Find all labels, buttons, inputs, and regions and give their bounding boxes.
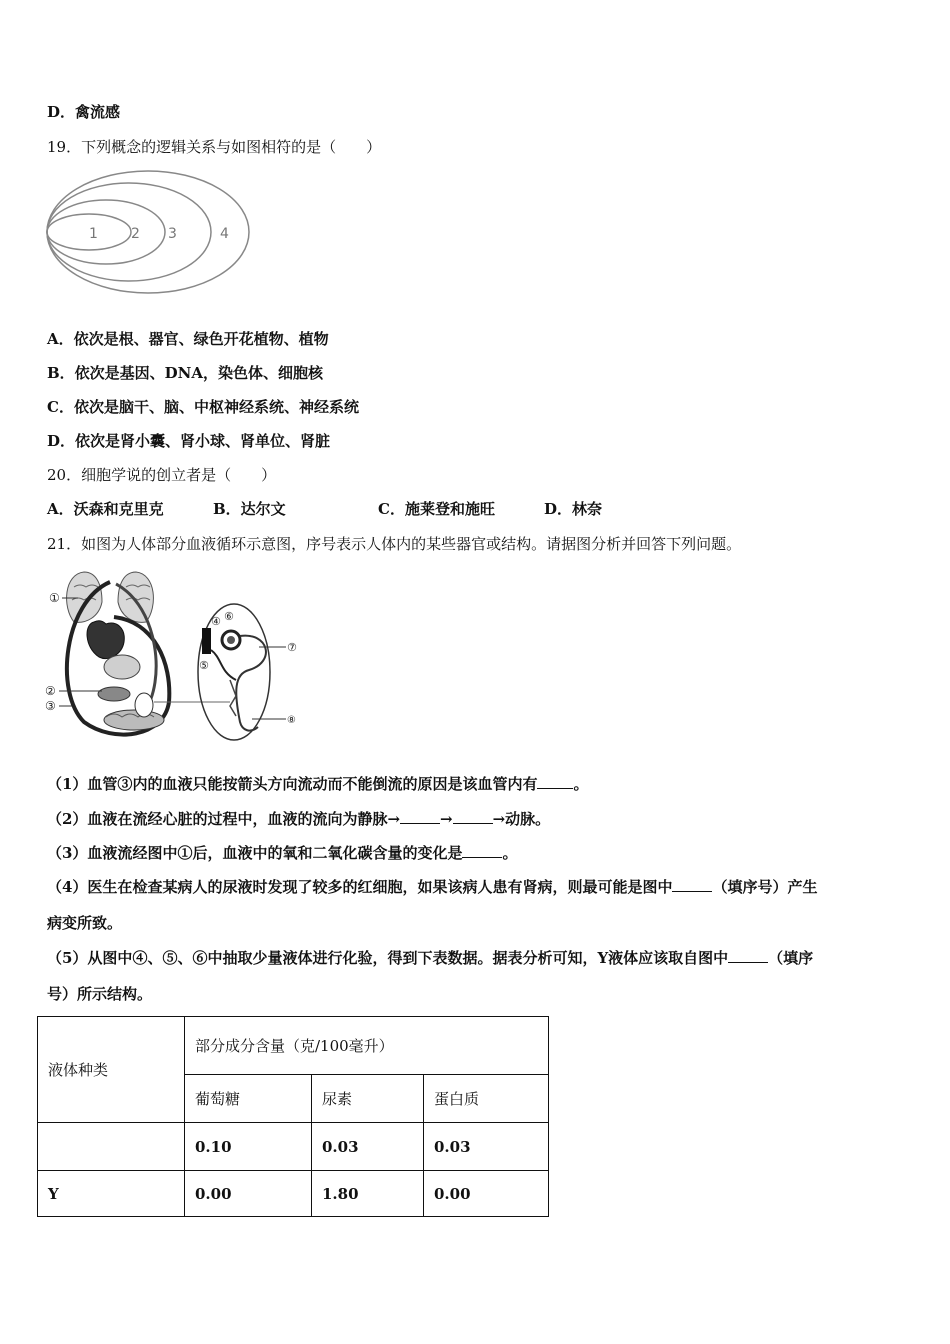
- label-6: ⑥: [224, 610, 234, 623]
- row-label: Y: [38, 1171, 185, 1217]
- q21-sub3: [47, 843, 517, 863]
- q21-circulation-diagram: [44, 562, 304, 744]
- sub5-text: （5）从图中④、⑤、⑥中抽取少量液体进行化验，得到下表数据。据表分析可知，Y液体应该取自图中: [47, 949, 729, 967]
- sub3-end: 。: [502, 844, 518, 862]
- sub4-text: （4）医生在检查某病人的尿液时发现了较多的红细胞，如果该病人患有肾病，则最可能是图中: [47, 878, 673, 896]
- cell-urea: 0.03: [312, 1123, 424, 1171]
- cell-glucose: 0.10: [185, 1123, 312, 1171]
- group-header-cell: 部分成分含量（克/100毫升）: [185, 1017, 549, 1075]
- sub3-answer-blank[interactable]: [462, 843, 502, 858]
- sub3-text: （3）血液流经图中①后，血液中的氧和二氧化碳含量的变化是: [47, 844, 463, 862]
- q21-sub4: [47, 877, 817, 897]
- label-4: 4: [220, 226, 229, 242]
- q20-options: [47, 499, 602, 519]
- q21-sub4-cont: 病变所致。: [47, 914, 123, 932]
- q21-sub1: [47, 774, 588, 794]
- sub2-text: （2）血液在流经心脏的过程中，血液的流向为静脉→: [47, 810, 401, 828]
- sub2-end: →动脉。: [492, 810, 551, 828]
- sub2-answer-blank-1[interactable]: [400, 809, 440, 824]
- label-1: ①: [49, 591, 60, 605]
- col-header-protein: 蛋白质: [424, 1075, 549, 1123]
- sub5-end: （填序: [768, 949, 814, 967]
- q19-option-b: B．依次是基因、DNA，染色体、细胞核: [47, 364, 324, 382]
- ellipse-3: [47, 183, 211, 281]
- ellipse-4: [47, 171, 249, 293]
- q19-stem: 19．下列概念的逻辑关系与如图相符的是（ ）: [47, 138, 382, 156]
- ellipse-2: [47, 200, 165, 264]
- label-7: ⑦: [287, 641, 297, 654]
- label-3: 3: [168, 226, 177, 242]
- q20-option-a: A．沃森和克里克: [47, 500, 164, 518]
- col-header-glucose: 葡萄糖: [185, 1075, 312, 1123]
- sub1-end: 。: [573, 775, 589, 793]
- cell-protein: 0.00: [424, 1171, 549, 1217]
- q20-option-b: B．达尔文: [213, 500, 286, 518]
- cell-glucose: 0.00: [185, 1171, 312, 1217]
- sub2-answer-blank-2[interactable]: [453, 809, 493, 824]
- label-3: ③: [45, 699, 56, 713]
- sub4-end: （填序号）产生: [712, 878, 818, 896]
- q21-data-table: [37, 1016, 549, 1217]
- sub2-arrow: →: [440, 810, 453, 828]
- row-label: [38, 1123, 185, 1171]
- label-5: ⑤: [199, 659, 209, 672]
- q20-stem: 20．细胞学说的创立者是（ ）: [47, 466, 277, 484]
- q20-option-d: D．林奈: [544, 500, 603, 518]
- row-header-cell: 液体种类: [38, 1017, 185, 1123]
- sub1-answer-blank[interactable]: [537, 774, 573, 789]
- label-8: ⑧: [287, 715, 296, 726]
- cell-protein: 0.03: [424, 1123, 549, 1171]
- sub4-answer-blank[interactable]: [672, 877, 712, 892]
- label-1: 1: [89, 226, 98, 242]
- q21-sub5-cont: 号）所示结构。: [47, 985, 153, 1003]
- sub1-text: （1）血管③内的血液只能按箭头方向流动而不能倒流的原因是该血管内有: [47, 775, 538, 793]
- q19-option-d: D．依次是肾小囊、肾小球、肾单位、肾脏: [47, 432, 331, 450]
- cell-urea: 1.80: [312, 1171, 424, 1217]
- q21-sub5: [47, 948, 813, 968]
- q18-option-d: D．禽流感: [47, 103, 121, 121]
- q19-option-a: A．依次是根、器官、绿色开花植物、植物: [47, 330, 329, 348]
- q21-stem: 21．如图为人体部分血液循环示意图，序号表示人体内的某些器官或结构。请据图分析并回答下列问题。: [47, 535, 742, 553]
- label-2: 2: [131, 226, 140, 242]
- table-row: [38, 1171, 549, 1217]
- sub5-answer-blank[interactable]: [728, 948, 768, 963]
- table-row: [38, 1123, 549, 1171]
- q21-sub2: [47, 809, 550, 829]
- q20-option-c: C．施莱登和施旺: [378, 500, 495, 518]
- label-4: ④: [211, 615, 221, 628]
- q19-nested-ellipses-figure: [44, 166, 256, 298]
- q19-option-c: C．依次是脑干、脑、中枢神经系统、神经系统: [47, 398, 359, 416]
- label-2: ②: [45, 684, 56, 698]
- col-header-urea: 尿素: [312, 1075, 424, 1123]
